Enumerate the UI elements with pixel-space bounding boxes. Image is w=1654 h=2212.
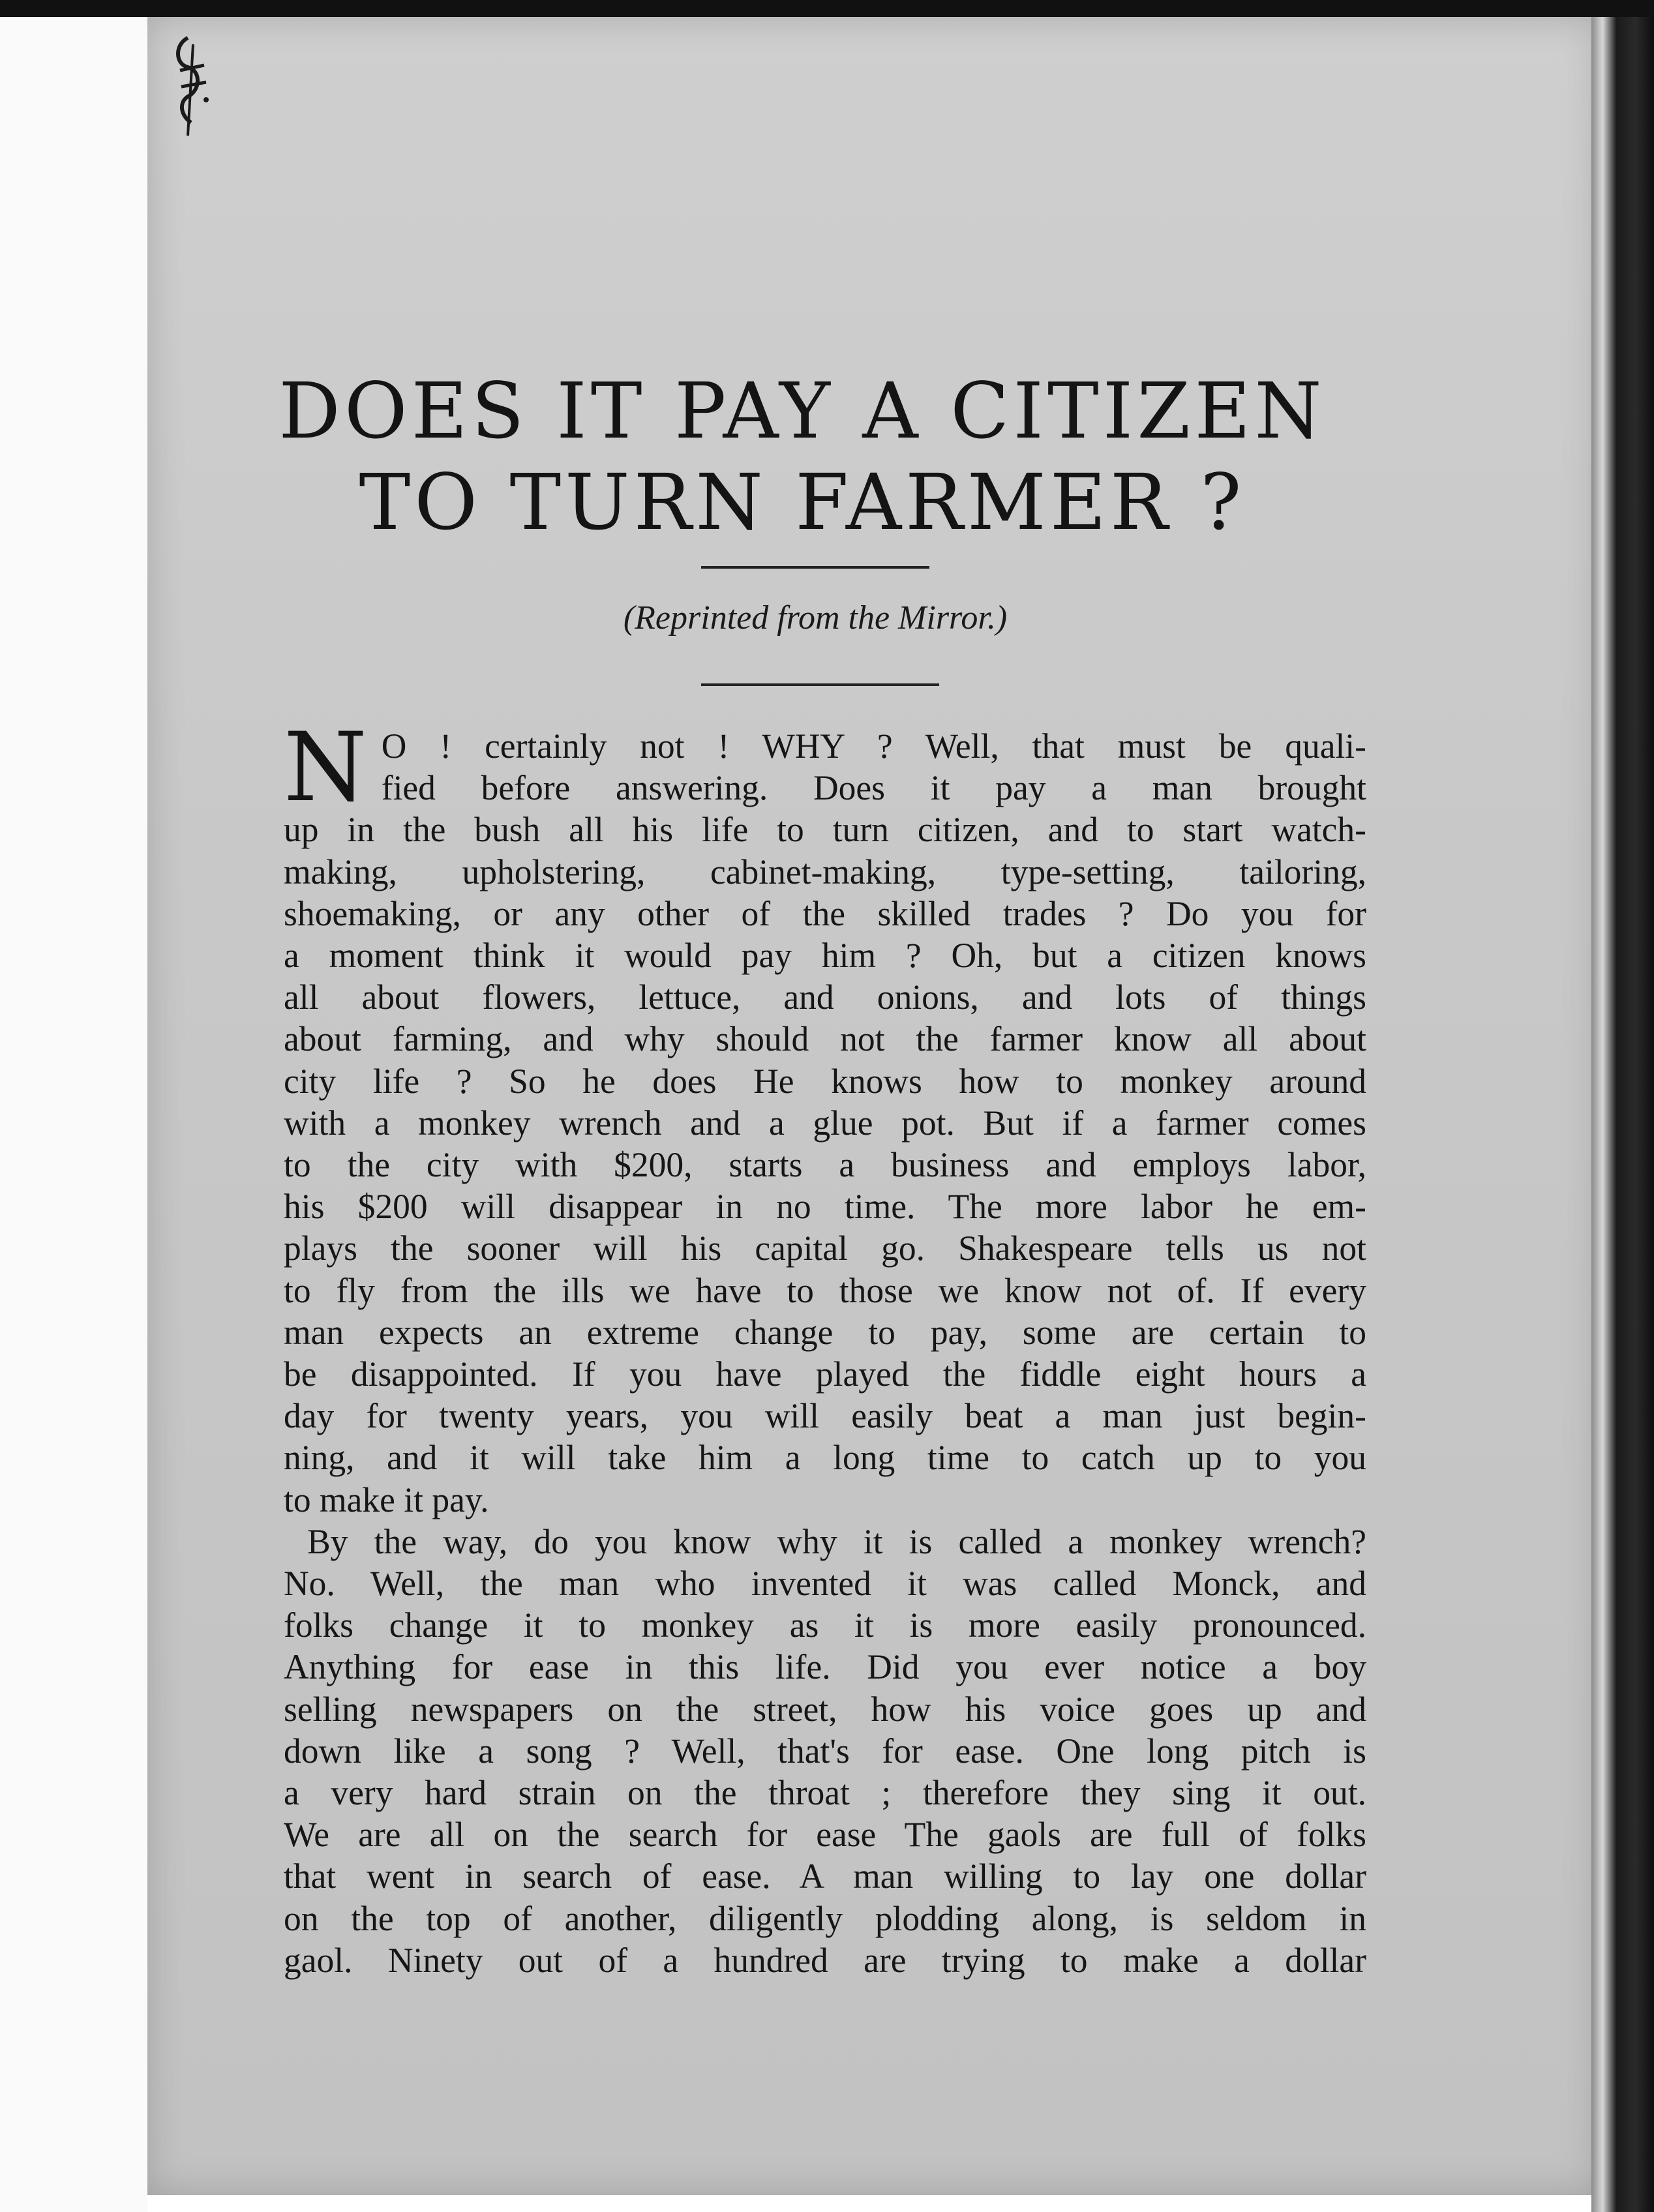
text-line: to fly from the ills we have to those we know not of. If every bbox=[284, 1270, 1366, 1310]
text-line: that went in search of ease. A man willing to lay one dollar bbox=[284, 1857, 1366, 1896]
scan-right-edge bbox=[1591, 17, 1654, 2212]
text-line: up in the bush all his life to turn citizen, and to start watch- bbox=[284, 810, 1366, 850]
text-line: down like a song ? Well, that's for ease. One long pitch is bbox=[284, 1731, 1366, 1771]
text-line: on the top of another, diligently plodding along, is seldom in bbox=[284, 1898, 1366, 1938]
text-line: day for twenty years, you will easily beat a man just begin- bbox=[284, 1396, 1366, 1436]
text-line: man expects an extreme change to pay, some are certain to bbox=[284, 1312, 1366, 1352]
text-line: folks change it to monkey as it is more easily pronounced. bbox=[284, 1606, 1366, 1645]
divider-rule-top bbox=[701, 566, 929, 569]
title-line-1: DOES IT PAY A CITIZEN bbox=[278, 366, 1326, 456]
text-line: O ! certainly not ! WHY ? Well, that must be quali- bbox=[381, 726, 1366, 766]
text-line: a very hard strain on the throat ; therefore they sing it out. bbox=[284, 1773, 1366, 1813]
text-line: fied before answering. Does it pay a man brought bbox=[381, 768, 1366, 808]
text-line: Anything for ease in this life. Did you ever notice a boy bbox=[284, 1647, 1366, 1687]
text-line: gaol. Ninety out of a hundred are trying to make a dollar bbox=[284, 1940, 1366, 1980]
text-line: city life ? So he does He knows how to monkey around bbox=[284, 1061, 1366, 1101]
text-line: By the way, do you know why it is called a monkey wrench? bbox=[307, 1521, 1366, 1561]
text-line: We are all on the search for ease The gaols are full of folks bbox=[284, 1815, 1366, 1855]
scan-left-margin bbox=[0, 17, 147, 2212]
text-line: ning, and it will take him a long time to catch up to you bbox=[284, 1438, 1366, 1478]
article-body bbox=[284, 712, 1366, 1981]
reprint-note: (Reprinted from the Mirror.) bbox=[623, 599, 1008, 636]
text-line: all about flowers, lettuce, and onions, and lots of things bbox=[284, 978, 1366, 1017]
text-line: with a monkey wrench and a glue pot. But if a farmer comes bbox=[284, 1103, 1366, 1143]
divider-rule-bottom bbox=[701, 683, 939, 686]
page-title bbox=[196, 365, 1409, 548]
paragraph-1 bbox=[284, 712, 1366, 1521]
text-line: about farming, and why should not the farmer know all about bbox=[284, 1019, 1366, 1059]
text-line: a moment think it would pay him ? Oh, but a citizen knows bbox=[284, 936, 1366, 976]
text-line: his $200 will disappear in no time. The more labor he em- bbox=[284, 1187, 1366, 1227]
library-stamp-monogram bbox=[168, 31, 214, 142]
text-line: making, upholstering, cabinet-making, type-setting, tailoring, bbox=[284, 852, 1366, 891]
text-line: No. Well, the man who invented it was called Monck, and bbox=[284, 1564, 1366, 1604]
title-line-2: TO TURN FARMER ? bbox=[359, 457, 1246, 547]
text-line: be disappointed. If you have played the fiddle eight hours a bbox=[284, 1354, 1366, 1394]
scan-top-border bbox=[0, 0, 1654, 17]
text-line: shoemaking, or any other of the skilled trades ? Do you for bbox=[284, 893, 1366, 933]
text-line: plays the sooner will his capital go. Shakespeare tells us not bbox=[284, 1229, 1366, 1268]
paragraph-2 bbox=[284, 1521, 1366, 1981]
drop-cap: N bbox=[284, 712, 367, 823]
text-line: to make it pay. bbox=[284, 1480, 489, 1519]
text-line: selling newspapers on the street, how his voice goes up and bbox=[284, 1689, 1366, 1729]
text-line: to the city with $200, starts a business and employs labor, bbox=[284, 1145, 1366, 1185]
